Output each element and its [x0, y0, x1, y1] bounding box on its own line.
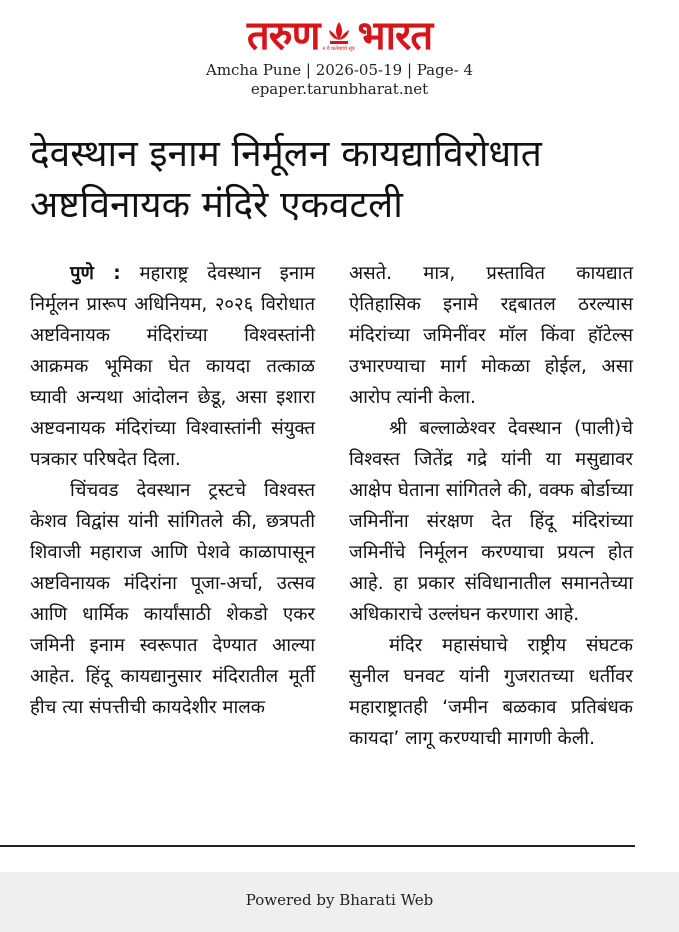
article-paragraph [30, 258, 315, 475]
article-column-right [349, 258, 633, 754]
article-divider [0, 845, 635, 847]
masthead [0, 14, 679, 99]
article-paragraph-3: श्री बल्लाळेश्वर देवस्थान (पाली)चे विश्वस्त जितेंद्र गद्रे यांनी या मसुद्यावर आक्षेप घेताना सांगितले की, वक्फ बोर्डाच्या जमिनींना संरक्षण देत हिंदू मंदिरांच्या जमिनींचे निर्मूलन करण्याचा प्रयत्न होत आहे. हा प्रकार संविधानातील समानतेच्या अधिकाराचे उल्लंघन करणारा आहे. [349, 418, 633, 625]
logo-word-right: भारत [357, 13, 433, 59]
newspaper-logo[interactable] [247, 14, 432, 58]
powered-by-link[interactable]: Powered by Bharati Web [245, 891, 434, 909]
paragraph-1-body: महाराष्ट्र देवस्थान इनाम निर्मूलन प्रारूप अधिनियम, २०२६ विरोधात अष्टविनायक मंदिरांच्या विश्वस्तांनी आक्रमक भूमिका घेत कायदा तत्काळ घ्यावी अन्यथा आंदोलन छेडू, असा इशारा अष्टवनायक मंदिरांच्या विश्वास्तांनी संयुक्त पत्रकार परिषदेत दिला. [30, 263, 315, 470]
article-paragraph-2: चिंचवड देवस्थान ट्रस्टचे विश्वस्त केशव विद्वांस यांनी सांगितले की, छत्रपती शिवाजी महाराज आणि पेशवे काळापासून अष्टविनायक मंदिरांना पूजा-अर्चा, उत्सव आणि धार्मिक कार्यांसाठी शेकडो एकर जमिनी इनाम स्वरूपात देण्यात आल्या आहेत. हिंदू कायद्यानुसार मंदिरातील मूर्ती हीच त्या संपत्तीची कायदेशीर मालक [30, 480, 315, 718]
article-paragraph-4: मंदिर महासंघाचे राष्ट्रीय संघटक सुनील घनवट यांनी गुजरातच्या धर्तीवर महाराष्ट्रातही ‘जमीन बळकाव प्रतिबंधक कायदा’ लागू करण्याची मागणी केली. [349, 635, 633, 749]
logo-tagline: न ये कर्तव्यांचे सूत्र [322, 46, 355, 52]
headline-line-2: अष्टविनायक मंदिरे एकवटली [30, 183, 403, 226]
lotus-emblem-icon [324, 17, 354, 55]
headline-line-1: देवस्थान इनाम निर्मूलन कायद्याविरोधात [30, 132, 542, 175]
article-paragraph-2-continued: असते. मात्र, प्रस्तावित कायद्यात ऐतिहासिक इनामे रद्दबातल ठरल्यास मंदिरांच्या जमिनींवर मॉल किंवा हॉटेल्स उभारण्याचा मार्ग मोकळा होईल, असा आरोप त्यांनी केला. [349, 263, 633, 408]
edition-meta: Amcha Pune | 2026-05-19 | Page- 4 [205, 61, 473, 79]
footer [0, 872, 679, 932]
logo-word-left: तरुण [246, 13, 320, 59]
article-headline [30, 128, 650, 230]
site-url[interactable]: epaper.tarunbharat.net [250, 80, 429, 98]
article-column-left [30, 258, 315, 723]
dateline: पुणे : [70, 263, 121, 284]
